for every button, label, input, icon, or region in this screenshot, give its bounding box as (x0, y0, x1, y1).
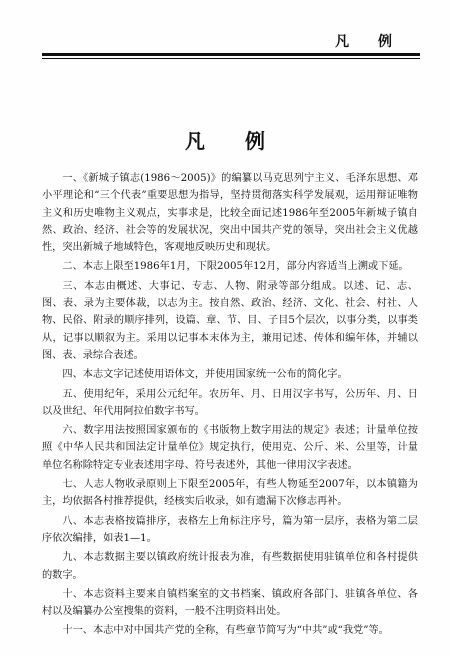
paragraph-9: 九、本志数据主要以镇政府统计报表为准，有些数据使用驻镇单位和各村提供的数字。 (42, 552, 418, 581)
paragraph-4: 四、本志文字记述使用语体文，并使用国家统一公布的简化字。 (62, 369, 348, 381)
paragraph-8: 八、本志表格按篇排序，表格左上角标注序号，篇为第一层序，表格为第二层序依次编排，如表1—1。 (42, 515, 418, 544)
paragraph-11: 十一、本志中对中国共产党的全称，有些章节简写为“中共”或“我党”等。 (62, 625, 389, 637)
paragraph-5: 五、使用纪年，采用公元纪年。农历年、月、日用汉字书写，公历年、月、日以及世纪、年代用阿拉伯数字书写。 (42, 388, 418, 417)
paragraph-10: 十、本志资料主要来自镇档案室的文书档案、镇政府各部门、驻镇各单位、各村以及编纂办公室搜集的资料，一般不注明资料出处。 (42, 588, 418, 618)
paragraph-1: 一、《新城子镇志(1986～2005)》的编纂以马克思列宁主义、毛泽东思想、邓小平理论和“三个代表”重要思想为指导，坚持贯彻落实科学发展观，运用辩证唯物主义和历史唯物主义观点，实事求是，比较全面记述1986年至2005年新城子镇自然、政治、经济、社会等的发展状况，突出中国共产党的领导，突出社会主义优越性，突出新城子地域特色，客观地反映历史和现状。 (42, 173, 418, 254)
paragraph-7: 七、人志人物收录原则上下限至2005年，有些人物延至2007年，以本镇籍为主，均依据各村推荐提供，经核实后收录，如有遗漏下次修志再补。 (42, 479, 418, 508)
page-title: 凡例 (185, 129, 305, 153)
body-text (42, 170, 418, 642)
running-head: 凡 例 (335, 34, 404, 50)
paragraph-3: 三、本志由概述、大事记、专志、人物、附录等部分组成。以述、记、志、图、表、录为主要体裁，以志为主。按自然、政治、经济、文化、社会、村社、人物、民俗、附录的顺序排列，设篇、章、节、目、子目5个层次，以事分类，以事类从，记事以顺叙为主。采用以记事本末体为主，兼用记述、传体和编年体，并辅以图、表、录综合表述。 (42, 280, 418, 361)
paragraph-6: 六、数字用法按照国家颁布的《书版物上数字用法的规定》表述；计量单位按照《中华人民共和国法定计量单位》规定执行，使用克、公斤、米、公里等，计量单位名称除特定专业表述用字母、符号表述外，其他一律用汉字表述。 (42, 425, 418, 471)
paragraph-2: 二、本志上限至1986年1月，下限2005年12月，部分内容适当上溯或下延。 (62, 261, 409, 273)
header-rule-thin (42, 58, 420, 59)
header-rule-thick (42, 53, 420, 56)
